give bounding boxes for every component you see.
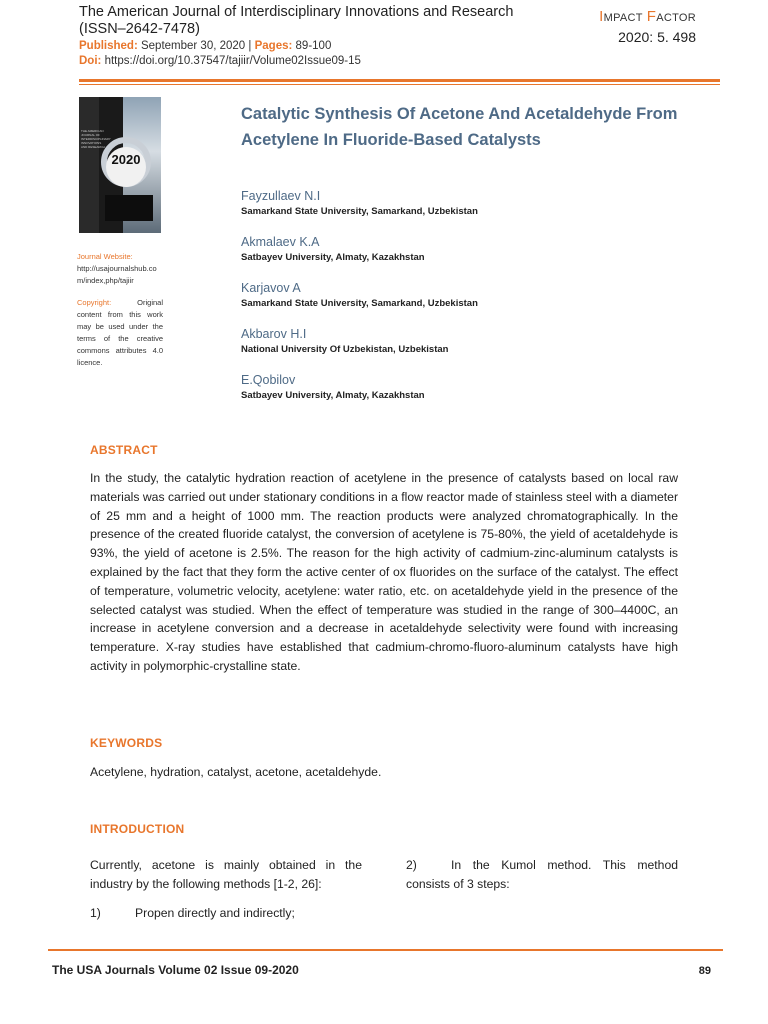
cover-impact-badge bbox=[106, 147, 146, 187]
copyright-text: Original content from this work may be used under the terms of the creative commons attributes 4.0 licence. bbox=[77, 298, 163, 367]
cover-year: 2020 bbox=[111, 152, 141, 167]
author-affiliation: National University Of Uzbekistan, Uzbekistan bbox=[241, 344, 449, 355]
abstract-text: In the study, the catalytic hydration reaction of acetylene in the presence of catalysts based on local raw materials was carried out under stationary conditions in a flow reactor made of stainless steel with a diameter of 25 mm and a height of 1000 mm. The reaction products were analyzed chromatographically. In the presence of the created fluoride catalyst, the conversion of acetylene is 75-80%, the yield of acetaldehyde is 93%, the yield of acetone is 2.5%. The reason for the high activity of cadmium-zinc-aluminum catalysts is explained by the fact that they form the active center of ox fluorides on the surface of the catalyst. The effect of temperature, volumetric velocity, acetylene: water ratio, etc. on acetaldehyde yield in the presence of the selected catalyst was studied. When the effect of temperature was studied in the range of 300–4400C, an increase in acetylene conversion and a decrease in acetaldehyde selectivity were found with increasing temperature. X-ray studies have established that cadmium-chromo-fluoro-aluminum catalysts have high activity in polymorphic-crystalline state. bbox=[90, 471, 678, 673]
doi-label: Doi: bbox=[79, 55, 102, 67]
author-affiliation: Satbayev University, Almaty, Kazakhstan bbox=[241, 252, 425, 263]
author-affiliation: Samarkand State University, Samarkand, Uzbekistan bbox=[241, 206, 478, 217]
published-label: Published: bbox=[79, 40, 138, 52]
cover-bottom-bar bbox=[105, 195, 153, 221]
journal-cover-image bbox=[79, 97, 161, 233]
publication-line bbox=[79, 39, 331, 53]
footer-journal-issue: The USA Journals Volume 02 Issue 09-2020 bbox=[52, 963, 299, 977]
intro-list-item-1 bbox=[90, 904, 295, 923]
journal-issn: (ISSN–2642-7478) bbox=[79, 21, 200, 37]
footer-rule bbox=[48, 949, 723, 951]
author-block bbox=[241, 188, 681, 219]
keywords-text: Acetylene, hydration, catalyst, acetone, acetaldehyde. bbox=[90, 765, 382, 779]
impact-factor-value: 2020: 5. 498 bbox=[618, 29, 696, 45]
list-number: 2) bbox=[406, 858, 417, 872]
list-number: 1) bbox=[90, 906, 101, 920]
author-name: Akbarov H.I bbox=[241, 327, 307, 341]
website-label: Journal Website: bbox=[77, 252, 133, 261]
author-name: Fayzullaev N.I bbox=[241, 189, 321, 203]
author-name: Akmalaev K.A bbox=[241, 235, 320, 249]
impact-factor-label: IMPACT FACTOR bbox=[599, 8, 696, 25]
cover-stripe bbox=[79, 97, 99, 233]
header-rule-thin bbox=[79, 84, 720, 85]
author-block bbox=[241, 280, 681, 311]
published-date: September 30, 2020 bbox=[140, 40, 246, 52]
journal-title: The American Journal of Interdisciplinary Innovations and Research bbox=[79, 4, 514, 20]
pages-label: Pages: bbox=[254, 40, 293, 52]
header-rule-thick bbox=[79, 79, 720, 82]
paper-title: Catalytic Synthesis Of Acetone And Acetaldehyde From Acetylene In Fluoride-Based Catalysts bbox=[241, 105, 678, 149]
list-text: In the Kumol method. This method consists of 3 steps: bbox=[406, 858, 678, 891]
website-link[interactable]: http://usajournalshub.com/index,php/tajiir bbox=[77, 264, 157, 285]
cover-small-text: THE AMERICAN JOURNAL OF INTERDISCIPLINARY INNOVATIONS AND RESEARCH bbox=[81, 129, 111, 149]
author-name: Karjavov A bbox=[241, 281, 301, 295]
abstract-heading: ABSTRACT bbox=[90, 443, 158, 457]
doi-link[interactable]: https://doi.org/10.37547/tajiir/Volume02Issue09-15 bbox=[104, 55, 361, 67]
introduction-heading: INTRODUCTION bbox=[90, 822, 185, 836]
copyright-label: Copyright: bbox=[77, 298, 112, 307]
author-name: E.Qobilov bbox=[241, 373, 296, 387]
journal-website-note bbox=[77, 251, 163, 287]
doi-line bbox=[79, 54, 361, 68]
author-block bbox=[241, 234, 681, 265]
separator: | bbox=[248, 40, 252, 52]
intro-list-item-2 bbox=[406, 856, 678, 894]
author-block bbox=[241, 326, 681, 357]
list-text: Propen directly and indirectly; bbox=[135, 906, 295, 920]
copyright-note bbox=[77, 297, 163, 369]
pages-value: 89-100 bbox=[295, 40, 332, 52]
intro-left-paragraph: Currently, acetone is mainly obtained in the industry by the following methods [1-2, 26]: bbox=[90, 858, 362, 891]
page-number: 89 bbox=[698, 965, 711, 977]
keywords-heading: KEYWORDS bbox=[90, 736, 163, 750]
author-affiliation: Samarkand State University, Samarkand, Uzbekistan bbox=[241, 298, 478, 309]
author-affiliation: Satbayev University, Almaty, Kazakhstan bbox=[241, 390, 425, 401]
author-block bbox=[241, 372, 681, 403]
